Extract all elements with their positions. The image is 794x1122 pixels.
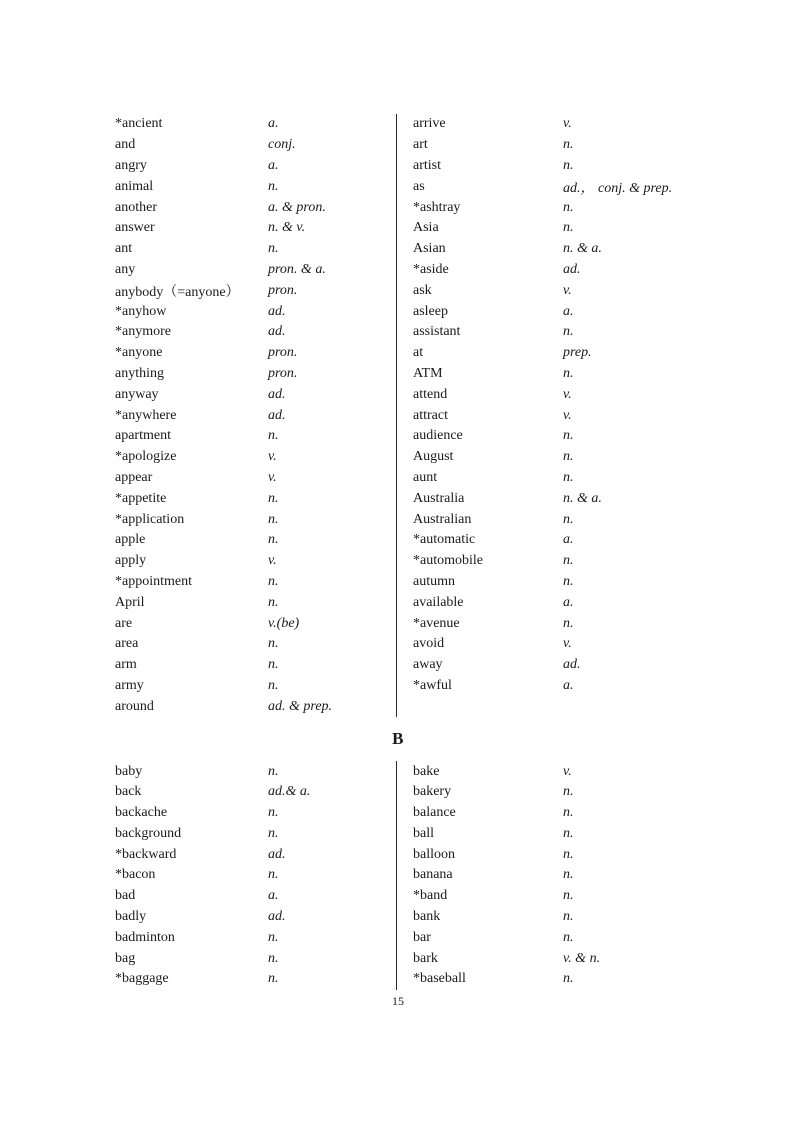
word-text: are xyxy=(115,615,133,631)
word-entry xyxy=(115,197,396,218)
part-of-speech-text: ad. xyxy=(268,324,286,340)
part-of-speech-text: prep. xyxy=(563,345,592,361)
part-of-speech-text: n. xyxy=(563,469,574,485)
word-text: bag xyxy=(115,950,136,966)
word-text: area xyxy=(115,636,139,652)
part-of-speech-text: v. xyxy=(563,763,572,779)
part-of-speech-text: a. xyxy=(268,116,279,132)
part-of-speech-text: n. xyxy=(268,950,279,966)
word-entry xyxy=(413,907,681,928)
part-of-speech-text: a. xyxy=(268,888,279,904)
word-entry xyxy=(413,886,681,907)
word-text: available xyxy=(413,594,464,610)
word-text: *ashtray xyxy=(413,199,461,215)
part-of-speech-text: n. xyxy=(563,199,574,215)
part-of-speech-text: v. & n. xyxy=(563,950,601,966)
part-of-speech-text: v. xyxy=(563,116,572,132)
word-entry xyxy=(115,218,396,239)
word-entry xyxy=(115,782,396,803)
word-text: April xyxy=(115,594,145,610)
part-of-speech-text: ad. xyxy=(268,846,286,862)
word-text: angry xyxy=(115,157,147,173)
part-of-speech-text: n. & v. xyxy=(268,220,306,236)
section-b-right-column xyxy=(396,761,681,990)
word-text: badminton xyxy=(115,929,175,945)
part-of-speech-text: n. xyxy=(563,784,574,800)
word-text: *anyone xyxy=(115,345,163,361)
word-text: *anyhow xyxy=(115,303,167,319)
section-b-header: B xyxy=(392,729,404,749)
part-of-speech-text: n. xyxy=(563,825,574,841)
word-text: Australian xyxy=(413,511,472,527)
page-number: 15 xyxy=(392,993,404,1008)
page-content xyxy=(115,114,681,1009)
part-of-speech-text: v. xyxy=(268,449,277,465)
word-entry xyxy=(115,907,396,928)
part-of-speech-text: n. xyxy=(563,157,574,173)
part-of-speech-text: ad.& a. xyxy=(268,784,311,800)
word-entry xyxy=(115,343,396,364)
word-entry xyxy=(413,927,681,948)
word-text: *avenue xyxy=(413,615,460,631)
part-of-speech-text: n. xyxy=(563,888,574,904)
word-text: attend xyxy=(413,386,448,402)
word-entry xyxy=(115,886,396,907)
word-text: August xyxy=(413,449,454,465)
word-entry xyxy=(115,572,396,593)
word-text: apply xyxy=(115,553,147,569)
word-text: attract xyxy=(413,407,448,423)
part-of-speech-text: n. xyxy=(268,428,279,444)
word-entry xyxy=(413,572,681,593)
word-entry xyxy=(413,782,681,803)
word-entry xyxy=(115,592,396,613)
word-text: *baggage xyxy=(115,971,169,987)
part-of-speech-text: n. xyxy=(268,929,279,945)
word-entry xyxy=(115,301,396,322)
word-entry xyxy=(115,676,396,697)
word-entry xyxy=(115,927,396,948)
word-entry xyxy=(413,426,681,447)
word-entry xyxy=(115,468,396,489)
part-of-speech-text: n. xyxy=(563,615,574,631)
word-text: anybody（=anyone） xyxy=(115,284,240,300)
word-text: ask xyxy=(413,282,432,298)
word-text: autumn xyxy=(413,573,455,589)
word-text: and xyxy=(115,137,136,153)
word-entry xyxy=(115,426,396,447)
word-text: *application xyxy=(115,511,185,527)
part-of-speech-text: pron. xyxy=(268,282,298,298)
word-text: *baseball xyxy=(413,971,466,987)
word-entry xyxy=(413,592,681,613)
part-of-speech-text: v.(be) xyxy=(268,615,300,631)
part-of-speech-text: ad.， conj. & prep. xyxy=(563,180,673,196)
word-text: ball xyxy=(413,825,434,841)
word-text: appear xyxy=(115,469,153,485)
part-of-speech-text: n. xyxy=(268,573,279,589)
word-entry xyxy=(115,176,396,197)
word-text: apartment xyxy=(115,428,171,444)
part-of-speech-text: a. xyxy=(268,157,279,173)
word-entry xyxy=(413,509,681,530)
part-of-speech-text: ad. xyxy=(563,657,581,673)
section-a-wordlist xyxy=(115,114,681,717)
word-text: bakery xyxy=(413,784,452,800)
word-entry xyxy=(115,156,396,177)
word-entry xyxy=(115,488,396,509)
word-entry xyxy=(413,613,681,634)
part-of-speech-text: n. xyxy=(563,929,574,945)
word-entry xyxy=(115,634,396,655)
word-entry xyxy=(115,655,396,676)
part-of-speech-text: n. xyxy=(563,805,574,821)
part-of-speech-text: a. xyxy=(563,677,574,693)
word-text: *automatic xyxy=(413,532,476,548)
part-of-speech-text: ad. xyxy=(268,407,286,423)
word-text: badly xyxy=(115,909,147,925)
word-entry xyxy=(115,761,396,782)
part-of-speech-text: n. xyxy=(268,867,279,883)
word-entry xyxy=(413,488,681,509)
word-entry xyxy=(115,844,396,865)
part-of-speech-text: n. xyxy=(563,428,574,444)
word-text: another xyxy=(115,199,157,215)
section-b-wordlist xyxy=(115,761,681,990)
word-text: *anymore xyxy=(115,324,171,340)
word-text: Asian xyxy=(413,241,446,257)
word-text: asleep xyxy=(413,303,448,319)
word-text: background xyxy=(115,825,182,841)
word-entry xyxy=(413,364,681,385)
part-of-speech-text: a. xyxy=(563,303,574,319)
word-text: *appetite xyxy=(115,490,167,506)
part-of-speech-text: pron. xyxy=(268,345,298,361)
part-of-speech-text: v. xyxy=(268,469,277,485)
word-text: animal xyxy=(115,178,154,194)
word-text: *band xyxy=(413,888,448,904)
word-entry xyxy=(115,509,396,530)
word-entry xyxy=(413,384,681,405)
word-text: bar xyxy=(413,929,431,945)
word-entry xyxy=(115,135,396,156)
word-text: audience xyxy=(413,428,463,444)
word-entry xyxy=(413,948,681,969)
word-text: bake xyxy=(413,763,440,779)
word-entry xyxy=(115,696,396,717)
word-entry xyxy=(115,405,396,426)
word-entry xyxy=(413,844,681,865)
word-entry xyxy=(413,865,681,886)
word-text: bark xyxy=(413,950,438,966)
word-entry xyxy=(413,343,681,364)
part-of-speech-text: v. xyxy=(563,386,572,402)
part-of-speech-text: pron. & a. xyxy=(268,261,326,277)
part-of-speech-text: n. xyxy=(563,220,574,236)
word-entry xyxy=(413,468,681,489)
word-entry xyxy=(413,551,681,572)
word-text: *appointment xyxy=(115,573,192,589)
part-of-speech-text: n. xyxy=(268,490,279,506)
word-entry xyxy=(413,447,681,468)
part-of-speech-text: a. xyxy=(563,594,574,610)
part-of-speech-text: n. xyxy=(563,573,574,589)
word-text: any xyxy=(115,261,136,277)
word-text: *automobile xyxy=(413,553,483,569)
word-entry xyxy=(413,156,681,177)
word-entry xyxy=(115,865,396,886)
word-text: *apologize xyxy=(115,449,177,465)
word-text: answer xyxy=(115,220,155,236)
part-of-speech-text: ad. xyxy=(268,386,286,402)
word-entry xyxy=(115,114,396,135)
part-of-speech-text: n. & a. xyxy=(563,490,602,506)
word-entry xyxy=(413,655,681,676)
word-entry xyxy=(115,280,396,301)
word-text: ant xyxy=(115,241,133,257)
word-text: at xyxy=(413,345,424,361)
word-entry xyxy=(413,301,681,322)
part-of-speech-text: n. xyxy=(563,365,574,381)
word-entry xyxy=(413,969,681,990)
part-of-speech-text: v. xyxy=(268,553,277,569)
word-text: army xyxy=(115,677,144,693)
word-text: arm xyxy=(115,657,137,673)
part-of-speech-text: ad. & prep. xyxy=(268,698,333,714)
word-entry xyxy=(413,530,681,551)
part-of-speech-text: n. xyxy=(563,449,574,465)
word-text: assistant xyxy=(413,324,461,340)
word-text: avoid xyxy=(413,636,445,652)
word-entry xyxy=(413,114,681,135)
word-text: *anywhere xyxy=(115,407,177,423)
word-entry xyxy=(413,824,681,845)
word-text: back xyxy=(115,784,142,800)
part-of-speech-text: n. xyxy=(268,511,279,527)
part-of-speech-text: n. xyxy=(563,867,574,883)
word-entry xyxy=(413,803,681,824)
part-of-speech-text: a. & pron. xyxy=(268,199,326,215)
word-entry xyxy=(413,260,681,281)
word-entry xyxy=(413,676,681,697)
part-of-speech-text: n. xyxy=(268,971,279,987)
word-text: apple xyxy=(115,532,146,548)
word-text: bank xyxy=(413,909,441,925)
section-a-left-column xyxy=(115,114,396,717)
word-entry xyxy=(413,761,681,782)
word-entry xyxy=(115,530,396,551)
word-entry xyxy=(413,135,681,156)
part-of-speech-text: n. xyxy=(268,677,279,693)
word-entry xyxy=(413,239,681,260)
part-of-speech-text: n. xyxy=(268,657,279,673)
word-text: balloon xyxy=(413,846,455,862)
word-entry xyxy=(413,218,681,239)
word-text: backache xyxy=(115,805,168,821)
word-text: arrive xyxy=(413,116,446,132)
word-entry xyxy=(115,551,396,572)
word-entry xyxy=(115,969,396,990)
word-text: artist xyxy=(413,157,441,173)
part-of-speech-text: v. xyxy=(563,282,572,298)
part-of-speech-text: conj. xyxy=(268,137,296,153)
word-entry xyxy=(115,260,396,281)
word-text: *ancient xyxy=(115,116,163,132)
word-text: anyway xyxy=(115,386,159,402)
word-entry xyxy=(413,405,681,426)
word-text: around xyxy=(115,698,154,714)
part-of-speech-text: n. xyxy=(563,909,574,925)
word-entry xyxy=(115,948,396,969)
word-entry xyxy=(115,824,396,845)
part-of-speech-text: a. xyxy=(563,532,574,548)
part-of-speech-text: n. xyxy=(563,511,574,527)
part-of-speech-text: n. xyxy=(563,846,574,862)
part-of-speech-text: n. & a. xyxy=(563,241,602,257)
part-of-speech-text: n. xyxy=(268,825,279,841)
word-text: *aside xyxy=(413,261,449,277)
word-entry xyxy=(413,634,681,655)
word-text: *backward xyxy=(115,846,177,862)
part-of-speech-text: v. xyxy=(563,636,572,652)
word-text: art xyxy=(413,137,428,153)
word-text: bad xyxy=(115,888,136,904)
word-text: balance xyxy=(413,805,456,821)
part-of-speech-text: n. xyxy=(563,553,574,569)
part-of-speech-text: n. xyxy=(268,763,279,779)
section-a-right-column xyxy=(396,114,681,717)
part-of-speech-text: ad. xyxy=(268,303,286,319)
part-of-speech-text: v. xyxy=(563,407,572,423)
part-of-speech-text: n. xyxy=(268,594,279,610)
part-of-speech-text: pron. xyxy=(268,365,298,381)
word-text: Australia xyxy=(413,490,465,506)
word-text: *awful xyxy=(413,677,452,693)
part-of-speech-text: n. xyxy=(563,324,574,340)
part-of-speech-text: ad. xyxy=(563,261,581,277)
word-text: *bacon xyxy=(115,867,156,883)
word-entry xyxy=(413,322,681,343)
word-entry xyxy=(115,322,396,343)
word-entry xyxy=(115,613,396,634)
word-text: aunt xyxy=(413,469,438,485)
word-text: banana xyxy=(413,867,453,883)
word-text: as xyxy=(413,178,425,194)
part-of-speech-text: ad. xyxy=(268,909,286,925)
word-text: anything xyxy=(115,365,164,381)
part-of-speech-text: n. xyxy=(563,971,574,987)
part-of-speech-text: n. xyxy=(268,636,279,652)
part-of-speech-text: n. xyxy=(268,532,279,548)
word-entry xyxy=(115,364,396,385)
word-text: away xyxy=(413,657,443,673)
part-of-speech-text: n. xyxy=(268,178,279,194)
part-of-speech-text: n. xyxy=(268,241,279,257)
part-of-speech-text: n. xyxy=(563,137,574,153)
word-entry xyxy=(115,447,396,468)
word-entry xyxy=(115,384,396,405)
word-entry xyxy=(413,197,681,218)
word-text: Asia xyxy=(413,220,439,236)
word-entry xyxy=(413,176,681,197)
word-text: baby xyxy=(115,763,143,779)
word-entry xyxy=(115,803,396,824)
word-text: ATM xyxy=(413,365,443,381)
word-entry xyxy=(115,239,396,260)
section-b-left-column xyxy=(115,761,396,990)
word-entry xyxy=(413,280,681,301)
part-of-speech-text: n. xyxy=(268,805,279,821)
